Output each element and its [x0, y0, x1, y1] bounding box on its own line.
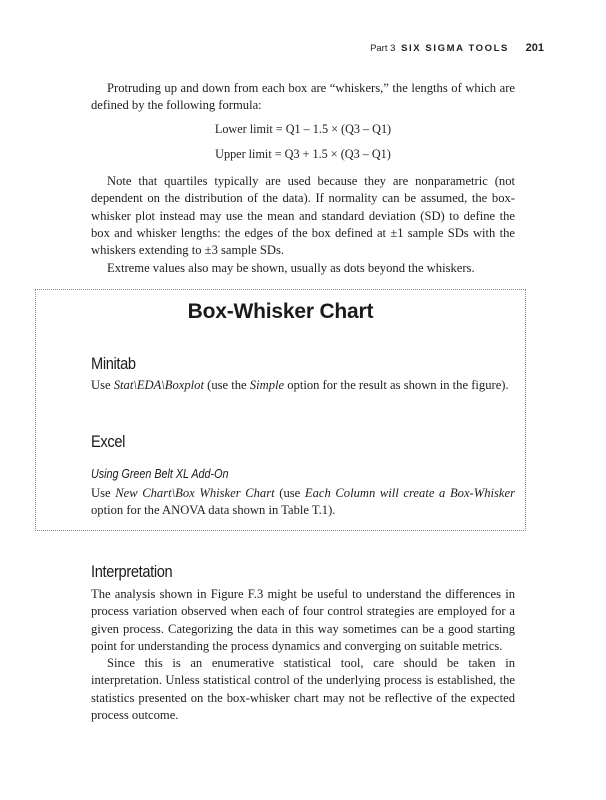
minitab-heading: Minitab [91, 354, 136, 373]
excel-menu-path: New Chart\Box Whisker Chart [115, 486, 275, 500]
intro-paragraph-3: Extreme values also may be shown, usually as dots beyond the whiskers. [107, 260, 475, 275]
intro-paragraph-1: Protruding up and down from each box are “whiskers,” the lengths of which are defined by the following formula: [91, 81, 515, 113]
intro-paragraph-2: Note that quartiles typically are used because they are nonparametric (not dependent on the distribution of the data). If normality can be assumed, the box-whisker plot instead may use the mean and standard deviation (SD) to define the box and whisker lengths: the edges of the box defined at ±1 sample SDs with the whiskers extending to ±3 sample SDs. [91, 174, 515, 258]
interpretation-text [91, 586, 515, 724]
part-label: Part 3 [370, 43, 396, 54]
interpretation-paragraph-1: The analysis shown in Figure F.3 might be useful to understand the differences in process variation observed when each of four control strategies are employed for a given process. Categorizing the data in this way sometimes can be a good starting point for understanding the process dynamics and converging on suitable metrics. [91, 587, 515, 653]
excel-text: Use New Chart\Box Whisker Chart (use Each Column will create a Box-Whisker option for the ANOVA data shown in Table T.1). [91, 486, 516, 518]
running-header [370, 42, 544, 54]
excel-instructions [91, 485, 515, 520]
formula-lower-limit: Lower limit = Q1 – 1.5 × (Q3 – Q1) [214, 121, 392, 136]
intro-text [91, 80, 515, 277]
excel-option: Each Column will create a Box-Whisker [304, 486, 516, 500]
section-title: SIX SIGMA TOOLS [401, 43, 509, 54]
excel-heading: Excel [91, 432, 126, 451]
sidebar-title: Box-Whisker Chart [187, 300, 374, 323]
interpretation-heading: Interpretation [91, 562, 173, 581]
minitab-menu-path: Stat\EDA\Boxplot [113, 378, 204, 392]
minitab-instructions [91, 377, 515, 394]
minitab-option: Simple [249, 378, 285, 392]
minitab-text: Use Stat\EDA\Boxplot (use the Simple option for the result as shown in the figure). [91, 378, 509, 392]
excel-subheading: Using Green Belt XL Add-On [91, 467, 229, 481]
interpretation-paragraph-2: Since this is an enumerative statistical tool, care should be taken in interpretation. Unless statistical control of the underlying process is established, the statistics presented on the box-whisker chart may not be reflective of the expected process outcome. [91, 656, 515, 723]
page-number: 201 [525, 42, 544, 54]
formula-upper-limit: Upper limit = Q3 + 1.5 × (Q3 – Q1) [215, 146, 391, 161]
